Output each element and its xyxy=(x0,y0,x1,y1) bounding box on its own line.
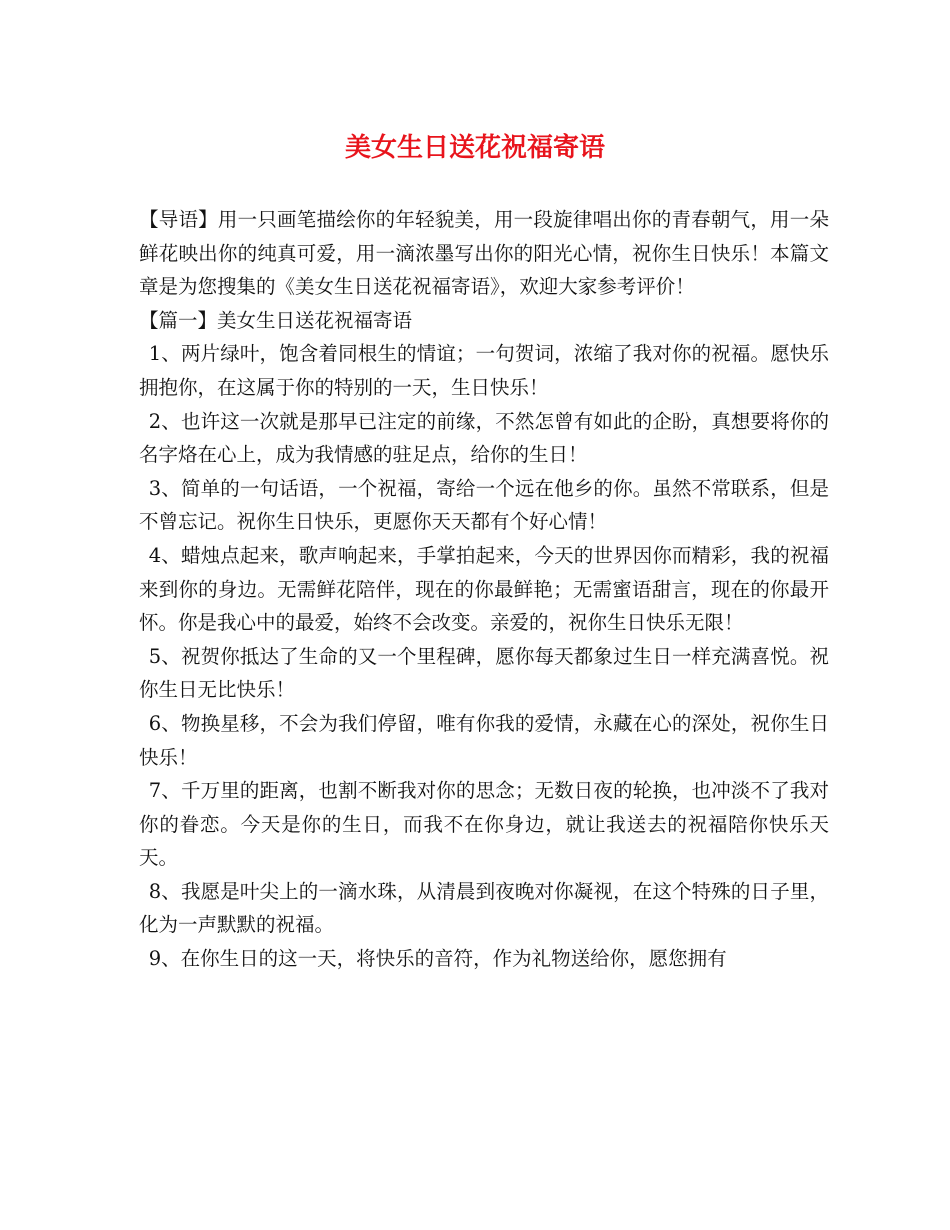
list-item: 1、两片绿叶，饱含着同根生的情谊；一句贺词，浓缩了我对你的祝福。愿快乐拥抱你，在这属于你的特别的一天，生日快乐！ xyxy=(139,342,829,399)
document-body xyxy=(139,203,829,976)
document-title: 美女生日送花祝福寄语 xyxy=(344,133,605,163)
list-item: 5、祝贺你抵达了生命的又一个里程碑，愿你每天都象过生日一样充满喜悦。祝你生日无比快乐！ xyxy=(139,644,829,702)
intro-paragraph: 【导语】用一只画笔描绘你的年轻貌美，用一段旋律唱出你的青春朝气，用一朵鲜花映出你的纯真可爱，用一滴浓墨写出你的阳光心情，祝你生日快乐！本篇文章是为您搜集的《美女生日送花祝福寄语》，欢迎大家参考评价！ xyxy=(139,208,829,299)
section-heading: 【篇一】美女生日送花祝福寄语 xyxy=(139,308,413,332)
list-item: 3、简单的一句话语，一个祝福，寄给一个远在他乡的你。虽然不常联系，但是不曾忘记。祝你生日快乐，更愿你天天都有个好心情！ xyxy=(139,476,829,534)
list-item: 8、我愿是叶尖上的一滴水珠，从清晨到夜晚对你凝视，在这个特殊的日子里，化为一声默默的祝福。 xyxy=(139,879,829,937)
list-item: 2、也许这一次就是那早已注定的前缘，不然怎曾有如此的企盼，真想要将你的名字烙在心上，成为我情感的驻足点，给你的生日！ xyxy=(139,409,829,467)
list-item: 9、在你生日的这一天，将快乐的音符，作为礼物送给你，愿您拥有 xyxy=(148,947,727,971)
list-item: 6、物换星移，不会为我们停留，唯有你我的爱情，永藏在心的深处，祝你生日快乐！ xyxy=(139,711,829,769)
list-item: 4、蜡烛点起来，歌声响起来，手掌拍起来，今天的世界因你而精彩，我的祝福来到你的身边。无需鲜花陪伴，现在的你最鲜艳；无需蜜语甜言，现在的你最开怀。你是我心中的最爱，始终不会改变。亲爱的，祝你生日快乐无限！ xyxy=(139,543,829,635)
list-item: 7、千万里的距离，也割不断我对你的思念；无数日夜的轮换，也冲淡不了我对你的眷恋。今天是你的生日，而我不在你身边，就让我送去的祝福陪你快乐天天。 xyxy=(139,779,829,870)
